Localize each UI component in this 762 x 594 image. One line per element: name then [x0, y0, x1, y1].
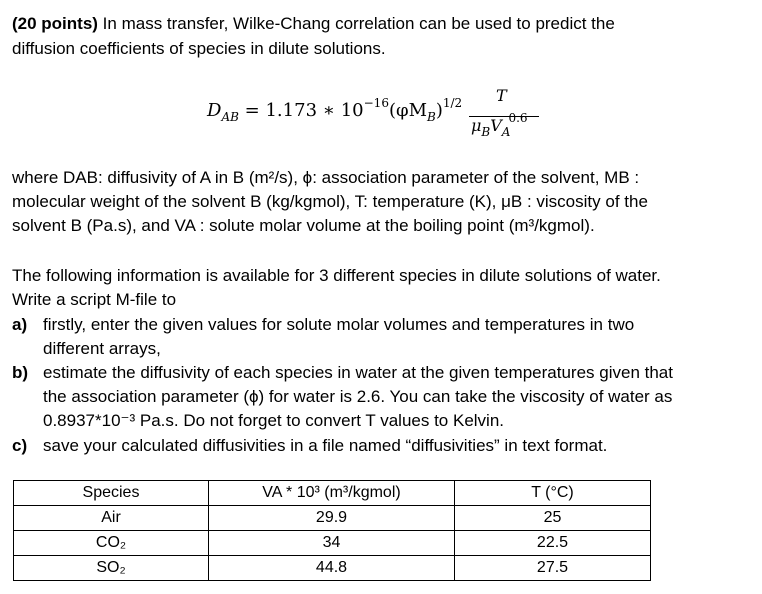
species-table [13, 480, 651, 581]
temperature-cell: 25 [455, 506, 651, 531]
task-line-1: The following information is available for 3 different species in dilute solutions of water. [12, 266, 661, 285]
equation-numerator: T [496, 86, 507, 105]
item-a-line-1: firstly, enter the given values for solute molar volumes and temperatures in two [43, 315, 635, 334]
volume-cell: 34 [209, 531, 455, 556]
points-label: (20 points) [12, 14, 98, 33]
item-b-label: b) [12, 363, 29, 382]
species-cell: CO₂ [14, 531, 209, 556]
volume-cell: 29.9 [209, 506, 455, 531]
volume-cell: 44.8 [209, 556, 455, 581]
where-line-1: where DAB: diffusivity of A in B (m²/s), ϕ: association parameter of the solvent, MB : [12, 168, 640, 187]
item-a-label: a) [12, 315, 28, 334]
table-row [14, 531, 651, 556]
item-b-line-2: the association parameter (ϕ) for water is 2.6. You can take the viscosity of water as [43, 387, 673, 406]
wilke-chang-equation: $D_{AB} = 1.173$ ∗ $10^{-16}(\varphi M_B)^{1/2}$ [207, 96, 463, 124]
table-row [14, 506, 651, 531]
item-c-line-1: save your calculated diffusivities in a file named “diffusivities” in text format. [43, 436, 608, 455]
species-cell: SO₂ [14, 556, 209, 581]
item-b-line-1: estimate the diffusivity of each species in water at the given temperatures given that [43, 363, 673, 382]
table-header-row [14, 481, 651, 506]
header-volume: VA * 10³ (m³/kgmol) [209, 481, 455, 506]
temperature-cell: 22.5 [455, 531, 651, 556]
intro-line-2: diffusion coefficients of species in dilute solutions. [12, 39, 386, 58]
temperature-cell: 27.5 [455, 556, 651, 581]
species-cell: Air [14, 506, 209, 531]
where-line-3: solvent B (Pa.s), and VA : solute molar volume at the boiling point (m³/kgmol). [12, 216, 595, 235]
where-line-2: molecular weight of the solvent B (kg/kgmol), T: temperature (K), μB : viscosity of the [12, 192, 648, 211]
equation-denominator: $\mu_BV_A^{0.6}$ [471, 111, 528, 139]
item-c-label: c) [12, 436, 28, 455]
header-species: Species [14, 481, 209, 506]
item-a-line-2: different arrays, [43, 339, 161, 358]
intro-line-1: (20 points) In mass transfer, Wilke-Chang correlation can be used to predict the [12, 14, 615, 33]
header-temperature: T (°C) [455, 481, 651, 506]
table-row [14, 556, 651, 581]
item-b-line-3: 0.8937*10⁻³ Pa.s. Do not forget to convert T values to Kelvin. [43, 411, 505, 430]
task-line-2: Write a script M-file to [12, 290, 177, 309]
